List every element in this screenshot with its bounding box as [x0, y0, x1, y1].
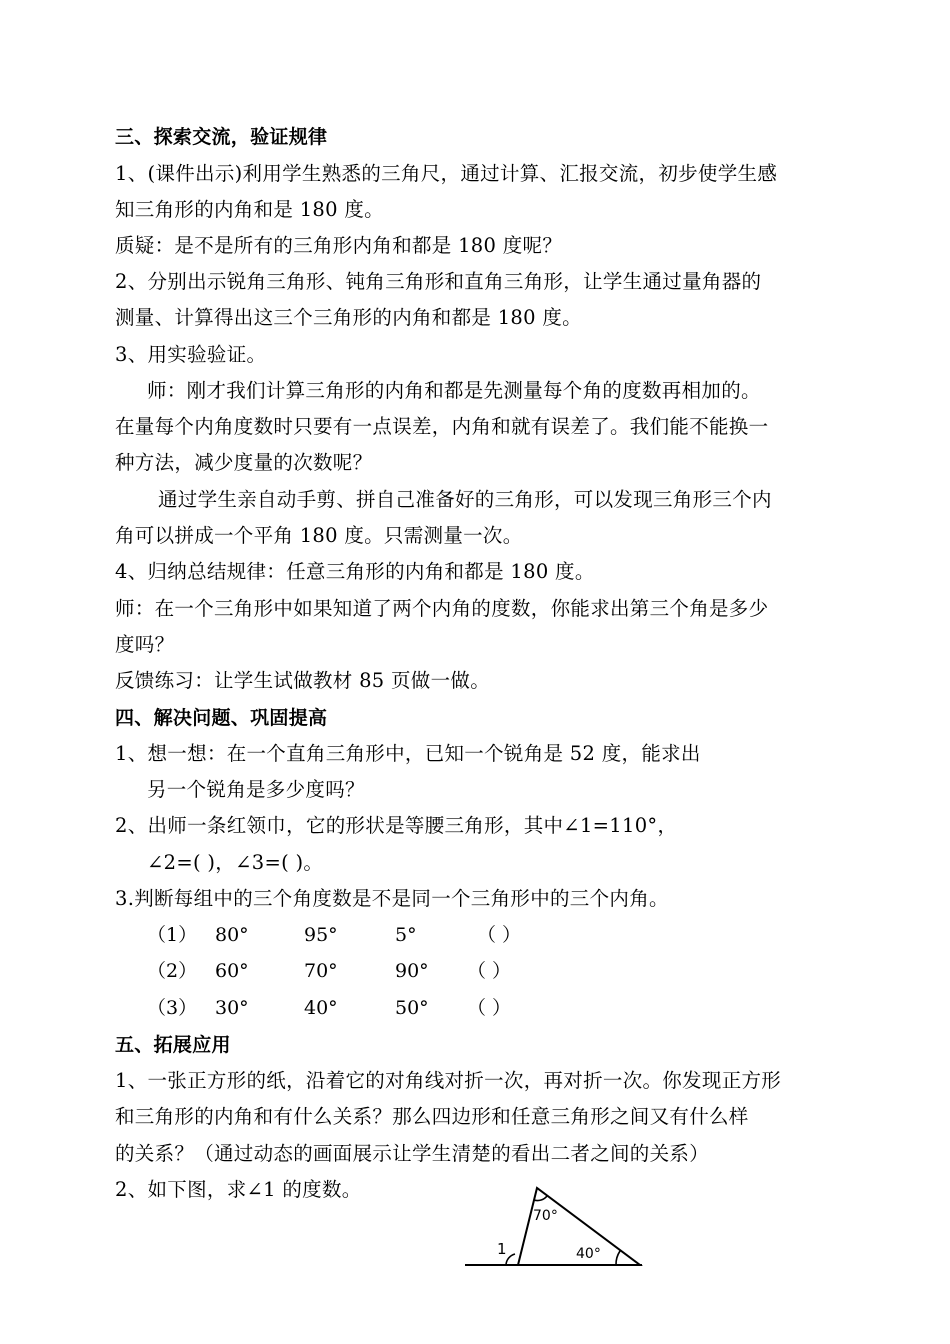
section4-heading: 四、解决问题、巩固提高: [115, 707, 328, 729]
section3-item1-line2: 知三角形的内角和是 180 度。: [115, 198, 384, 221]
angle-b: 70°: [304, 960, 338, 982]
section3-heading: 三、探索交流，验证规律: [115, 126, 328, 148]
answer-blank: （ ）: [477, 924, 522, 946]
angle-a: 30°: [215, 997, 249, 1019]
section3-question: 质疑：是不是所有的三角形内角和都是 180 度呢？: [115, 234, 563, 257]
answer-blank: （ ）: [467, 997, 512, 1019]
angle-c: 50°: [395, 997, 429, 1019]
section3-para-line1: 通过学生亲自动手剪、拼自己准备好的三角形，可以发现三角形三个内: [158, 488, 772, 511]
label-right-angle: 40°: [576, 1246, 601, 1262]
section3-item3: 3、用实验验证。: [115, 343, 267, 366]
angle-a: 80°: [215, 924, 249, 946]
answer-blank: （ ）: [467, 960, 512, 982]
triangle-figure: [460, 1180, 660, 1270]
label-angle-1: 1: [497, 1240, 507, 1258]
arc-right-angle: [616, 1251, 620, 1265]
row-number: （3）: [147, 997, 198, 1019]
arc-exterior-angle: [506, 1254, 515, 1265]
section3-item2-line2: 测量、计算得出这三个三角形的内角和都是 180 度。: [115, 306, 582, 329]
section4-item3: 3.判断每组中的三个角度数是不是同一个三角形中的三个内角。: [115, 887, 669, 910]
section3-teacher-line3: 种方法，减少度量的次数呢？: [115, 451, 373, 474]
section3-item4: 4、归纳总结规律：任意三角形的内角和都是 180 度。: [115, 560, 595, 583]
section3-item2-line1: 2、分别出示锐角三角形、钝角三角形和直角三角形，让学生通过量角器的: [115, 270, 762, 293]
row-number: （2）: [147, 960, 198, 982]
angle-b: 40°: [304, 997, 338, 1019]
section3-teacher-line1: 师：刚才我们计算三角形的内角和都是先测量每个角的度数再相加的。: [147, 379, 761, 402]
section4-item1-line1: 1、想一想：在一个直角三角形中，已知一个锐角是 52 度，能求出: [115, 742, 701, 765]
section5-item1-line1: 1、一张正方形的纸，沿着它的对角线对折一次，再对折一次。你发现正方形: [115, 1069, 782, 1092]
label-top-angle: 70°: [533, 1208, 558, 1224]
section3-feedback: 反馈练习：让学生试做教材 85 页做一做。: [115, 669, 491, 692]
angle-c: 90°: [395, 960, 429, 982]
angle-c: 5°: [395, 924, 417, 946]
angle-a: 60°: [215, 960, 249, 982]
section4-item2-line1: 2、出师一条红领巾，它的形状是等腰三角形，其中∠1=110°，: [115, 814, 678, 837]
section5-item1-line3: 的关系？（通过动态的画面展示让学生清楚的看出二者之间的关系）: [115, 1142, 710, 1165]
section5-item2: 2、如下图，求∠1 的度数。: [115, 1178, 362, 1201]
section3-teacher2-line2: 度吗？: [115, 633, 175, 656]
section5-heading: 五、拓展应用: [115, 1034, 231, 1056]
angle-b: 95°: [304, 924, 338, 946]
section3-teacher-line2: 在量每个内角度数时只要有一点误差，内角和就有误差了。我们能不能换一: [115, 415, 769, 438]
section3-teacher2-line1: 师：在一个三角形中如果知道了两个内角的度数，你能求出第三个角是多少: [115, 597, 769, 620]
arc-top-angle: [534, 1196, 547, 1201]
row-number: （1）: [147, 924, 198, 946]
section3-para-line2: 角可以拼成一个平角 180 度。只需测量一次。: [115, 524, 523, 547]
section5-item1-line2: 和三角形的内角和有什么关系？那么四边形和任意三角形之间又有什么样: [115, 1105, 749, 1128]
section3-item1-line1: 1、(课件出示)利用学生熟悉的三角尺，通过计算、汇报交流，初步使学生感: [115, 162, 778, 185]
section4-item1-line2: 另一个锐角是多少度吗？: [147, 778, 365, 801]
section4-item2-line2: ∠2=( )，∠3=( )。: [147, 851, 324, 874]
